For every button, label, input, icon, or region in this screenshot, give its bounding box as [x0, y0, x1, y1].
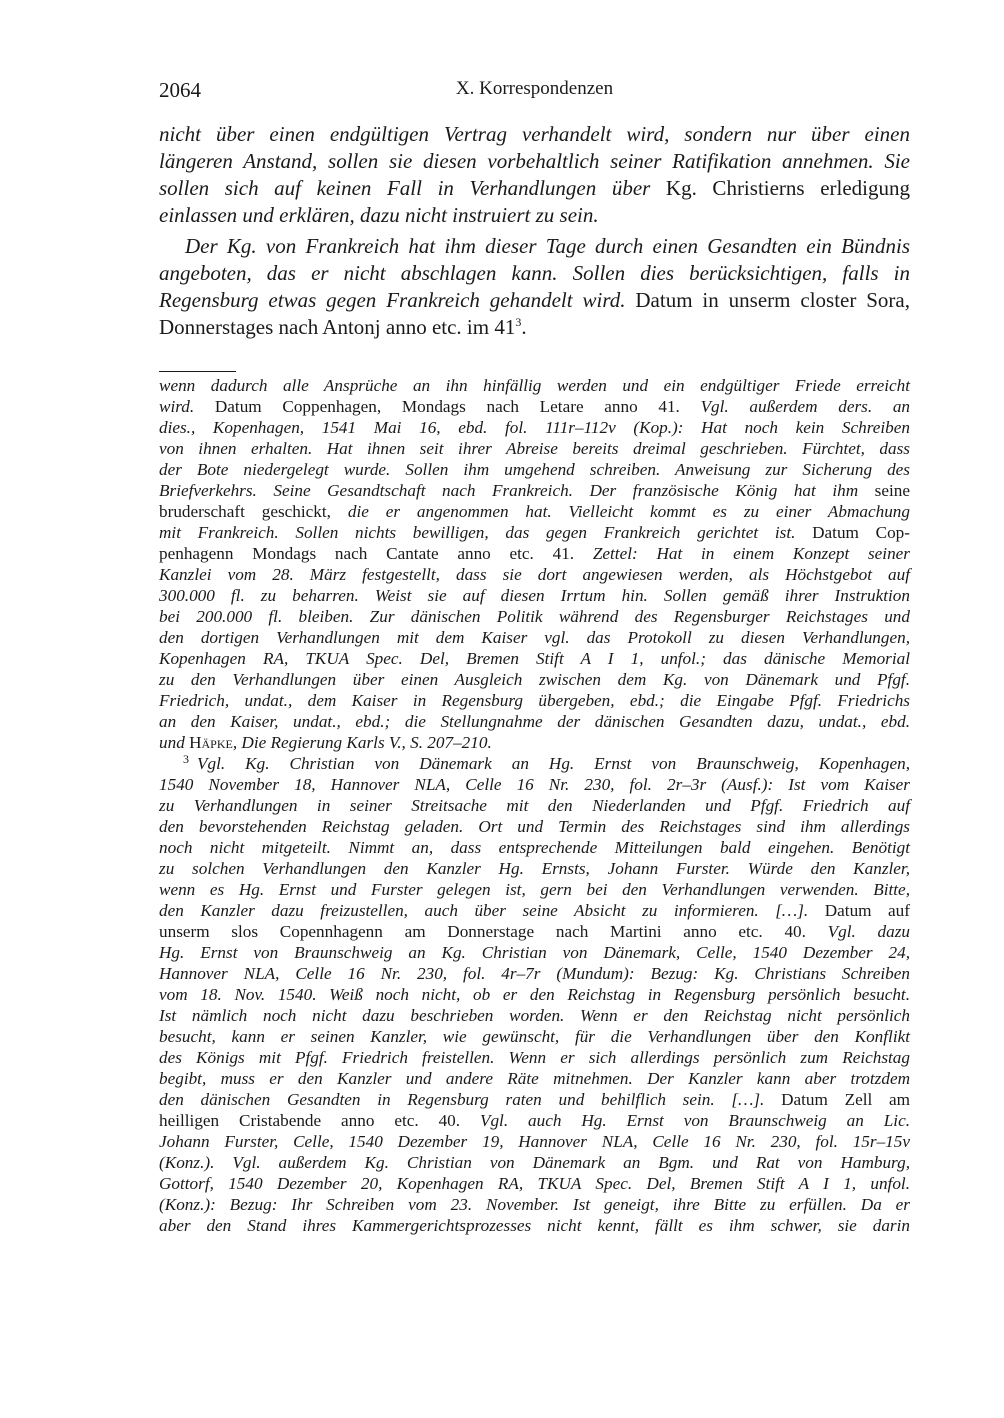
footnote-line [159, 543, 910, 564]
text-segment: Datum auf [808, 901, 911, 920]
text-line [159, 202, 910, 229]
text-segment: Hg. Ernst von Braunschweig an Kg. Christian von Dänemark, Celle, 1540 Dezember 24, [159, 943, 910, 962]
footnote-line [159, 963, 910, 984]
text-segment: unserm slos Copennhagenn am Donnerstage nach Martini anno etc. 40. [159, 922, 828, 941]
footnote-line [159, 732, 910, 753]
footnote-line [159, 1152, 910, 1173]
footnote-line [159, 417, 910, 438]
footnote-line [159, 669, 910, 690]
footnote-line [159, 459, 910, 480]
text-segment: noch nicht mitgeteilt. Nimmt an, dass entsprechende Mitteilungen bald eingehen. Benötigt [159, 838, 910, 857]
text-segment: penhagenn Mondags nach Cantate anno etc. 41. [159, 544, 593, 563]
text-line [159, 314, 910, 341]
text-segment: Kg. Christierns erledigung [650, 176, 910, 200]
text-segment: . [521, 315, 527, 339]
text-segment: besucht, kann er seinen Kanzler, wie gewünscht, für die Verhandlungen über den Konflikt [159, 1027, 910, 1046]
text-segment: bei 200.000 fl. bleiben. Zur dänischen Politik während des Regensburger Reichstages und [159, 607, 910, 626]
footnote-line [159, 1215, 910, 1236]
footnote-line [159, 564, 910, 585]
text-segment: wenn es Hg. Ernst und Furster gelegen ist, gern bei den Verhandlungen verwenden. Bitte, [159, 880, 910, 899]
text-segment: Kanzlei vom 28. März festgestellt, dass sie dort angewiesen werden, als Höchstgebot auf [159, 565, 910, 584]
footnote-reference[interactable]: 3 [515, 315, 522, 329]
text-segment: bruderschaft geschickt, [159, 502, 348, 521]
text-segment: seine [858, 481, 911, 500]
footnote-line [159, 1005, 910, 1026]
text-segment: Johann Furster, Celle, 1540 Dezember 19, Hannover NLA, Celle 16 Nr. 230, fol. 15r–15v [159, 1132, 910, 1151]
page-number: 2064 [159, 78, 201, 102]
text-segment: begibt, muss er den Kanzler und andere Räte mitnehmen. Der Kanzler kann aber trotzdem [159, 1069, 910, 1088]
text-segment: den bevorstehenden Reichstag geladen. Ort und Termin des Reichstages sind ihm allerdings [159, 817, 910, 836]
text-line [159, 260, 910, 287]
text-segment: Häpke [189, 733, 233, 752]
footnote-line [159, 1131, 910, 1152]
footnote-line [159, 648, 910, 669]
footnote-line [159, 522, 910, 543]
text-segment: nicht über einen endgültigen Vertrag verhandelt wird, sondern nur über einen [159, 122, 910, 146]
text-segment: 300.000 fl. zu beharren. Weist sie auf diesen Irrtum hin. Sollen gemäß ihrer Instruktion [159, 586, 910, 605]
text-segment: den dortigen Verhandlungen mit dem Kaiser vgl. das Protokoll zu diesen Verhandlungen, [159, 628, 910, 647]
text-segment: zu Verhandlungen in seiner Streitsache mit den Niederlanden und Pfgf. Friedrich auf [159, 796, 910, 815]
text-segment: der Bote niedergelegt wurde. Sollen ihm umgehend schreiben. Anweisung zur Sicherung des [159, 460, 910, 479]
footnote-line [159, 711, 910, 732]
footnote-line [159, 1173, 910, 1194]
text-segment: Hannover NLA, Celle 16 Nr. 230, fol. 4r–7r (Mundum): Bezug: Kg. Christians Schreiben [159, 964, 910, 983]
text-segment: Vgl. außerdem ders. an [700, 397, 911, 416]
text-segment: an den Kaiser, undat., ebd.; die Stellungnahme der dänischen Gesandten dazu, undat., ebd. [159, 712, 910, 731]
text-segment: Vgl. dazu [827, 922, 911, 941]
text-segment: zu solchen Verhandlungen den Kanzler Hg. Ernsts, Johann Furster. Würde den Kanzler, [159, 859, 910, 878]
text-segment: Briefverkehrs. Seine Gesandtschaft nach Frankreich. Der französische König hat ihm [159, 481, 859, 500]
text-segment: des Königs mit Pfgf. Friedrich freistellen. Wenn er sich allerdings persönlich zum Reichstag [159, 1048, 910, 1067]
text-segment: aber den Stand ihres Kammergerichtsprozesses nicht kennt, fällt es ihm schwer, sie darin [159, 1216, 910, 1235]
text-segment: heilligen Cristabende anno etc. 40. [159, 1111, 480, 1130]
footnote-line [159, 774, 910, 795]
text-line [159, 121, 910, 148]
text-line [159, 148, 910, 175]
text-segment: einlassen und erklären, dazu nicht instruiert zu sein. [159, 203, 599, 227]
text-segment: wird. [159, 397, 195, 416]
text-line [159, 233, 910, 260]
text-segment: und [159, 733, 190, 752]
text-segment: zu den Verhandlungen über einen Ausgleich zwischen dem Kg. von Dänemark und Pfgf. [159, 670, 910, 689]
footnote-line [159, 1047, 910, 1068]
text-segment: Regensburg etwas gegen Frankreich gehandelt wird. [159, 288, 626, 312]
text-segment: Vgl. auch Hg. Ernst von Braunschweig an Lic. [479, 1111, 910, 1130]
text-segment: mit Frankreich. Sollen nichts bewilligen, das gegen Frankreich gerichtet ist. [159, 523, 796, 542]
footnotes [159, 375, 910, 1236]
footnote-3 [159, 753, 910, 1236]
text-segment: Gottorf, 1540 Dezember 20, Kopenhagen RA, TKUA Spec. Del, Bremen Stift A I 1, unfol. [159, 1174, 910, 1193]
text-segment: Datum Cop- [795, 523, 911, 542]
main-text [159, 121, 910, 341]
footnote-line [159, 837, 910, 858]
text-segment: Kopenhagen RA, TKUA Spec. Del, Bremen Stift A I 1, unfol.; das dänische Memorial [159, 649, 910, 668]
text-segment: Friedrich, undat., dem Kaiser in Regensburg übergeben, ebd.; die Eingabe Pfgf. Friedrichs [159, 691, 910, 710]
text-segment: wenn dadurch alle Ansprüche an ihn hinfällig werden und ein endgültiger Friede erreicht [159, 376, 910, 395]
text-segment: angeboten, das er nicht abschlagen kann. Sollen dies berücksichtigen, falls in [159, 261, 910, 285]
text-line [159, 287, 910, 314]
text-segment: die er angenommen hat. Vielleicht kommt es zu einer Abmachung [347, 502, 910, 521]
text-segment: vom 18. Nov. 1540. Weiß noch nicht, ob er den Reichstag in Regensburg persönlich besucht. [159, 985, 910, 1004]
footnote-line [159, 1089, 910, 1110]
footnote-line [159, 438, 910, 459]
text-segment: Datum in unserm closter Sora, [625, 288, 910, 312]
footnote-line [159, 690, 910, 711]
paragraph-1 [159, 121, 910, 229]
text-segment: Datum Coppenhagen, Mondags nach Letare anno 41. [194, 397, 701, 416]
text-segment: längeren Anstand, sollen sie diesen vorbehaltlich seiner Ratifikation annehmen. Sie [159, 149, 910, 173]
footnote-line [159, 396, 910, 417]
footnote-line [159, 501, 910, 522]
text-segment: 1540 November 18, Hannover NLA, Celle 16 Nr. 230, fol. 2r–3r (Ausf.): Ist vom Kaiser [159, 775, 910, 794]
text-segment: Datum Zell am [764, 1090, 910, 1109]
text-segment: Zettel: Hat in einem Konzept seiner [592, 544, 910, 563]
text-segment: den Kanzler dazu freizustellen, auch über seine Absicht zu informieren. […]. [159, 901, 809, 920]
text-segment: (Konz.): Bezug: Ihr Schreiben vom 23. November. Ist geneigt, ihre Bitte zu erfüllen. Da er [159, 1195, 910, 1214]
page-header [159, 78, 910, 108]
footnote-line [159, 900, 910, 921]
text-segment: Donnerstages nach Antonj anno etc. im 41 [159, 315, 516, 339]
footnote-line [159, 606, 910, 627]
running-title: X. Korrespondenzen [455, 78, 614, 99]
text-segment: Vgl. Kg. Christian von Dänemark an Hg. Ernst von Braunschweig, Kopenhagen, [197, 754, 910, 773]
footnote-line [159, 375, 910, 396]
footnote-line [159, 921, 910, 942]
text-segment: den dänischen Gesandten in Regensburg raten und behilflich sein. […]. [159, 1090, 765, 1109]
footnote-line [159, 942, 910, 963]
text-segment: von ihnen erhalten. Hat ihnen seit ihrer Abreise bereits dreimal geschrieben. Fürchtet, dass [159, 439, 910, 458]
footnote-separator [159, 371, 236, 372]
footnote-line [159, 753, 910, 774]
paragraph-2 [159, 233, 910, 341]
footnote-line [159, 1194, 910, 1215]
footnote-line [159, 627, 910, 648]
text-segment: Ist nämlich noch nicht dazu beschrieben worden. Wenn er den Reichstag nicht persönlich [159, 1006, 910, 1025]
footnote-line [159, 480, 910, 501]
footnote-line [159, 585, 910, 606]
text-segment: dies., Kopenhagen, 1541 Mai 16, ebd. fol. 111r–112v (Kop.): Hat noch kein Schreiben [159, 418, 910, 437]
footnote-continuation [159, 375, 910, 753]
text-line [159, 175, 910, 202]
footnote-line [159, 1110, 910, 1131]
text-segment: (Konz.). Vgl. außerdem Kg. Christian von Dänemark an Bgm. und Rat von Hamburg, [159, 1153, 910, 1172]
text-segment: , Die Regierung Karls V., S. 207–210. [232, 733, 492, 752]
footnote-line [159, 1026, 910, 1047]
footnote-line [159, 816, 910, 837]
footnote-line [159, 984, 910, 1005]
footnote-line [159, 858, 910, 879]
footnote-marker: 3 [183, 752, 189, 766]
footnote-line [159, 1068, 910, 1089]
text-segment: sollen sich auf keinen Fall in Verhandlungen über [159, 176, 651, 200]
footnote-line [159, 879, 910, 900]
text-segment: Der Kg. von Frankreich hat ihm dieser Tage durch einen Gesandten ein Bündnis [185, 234, 910, 258]
footnote-line [159, 795, 910, 816]
